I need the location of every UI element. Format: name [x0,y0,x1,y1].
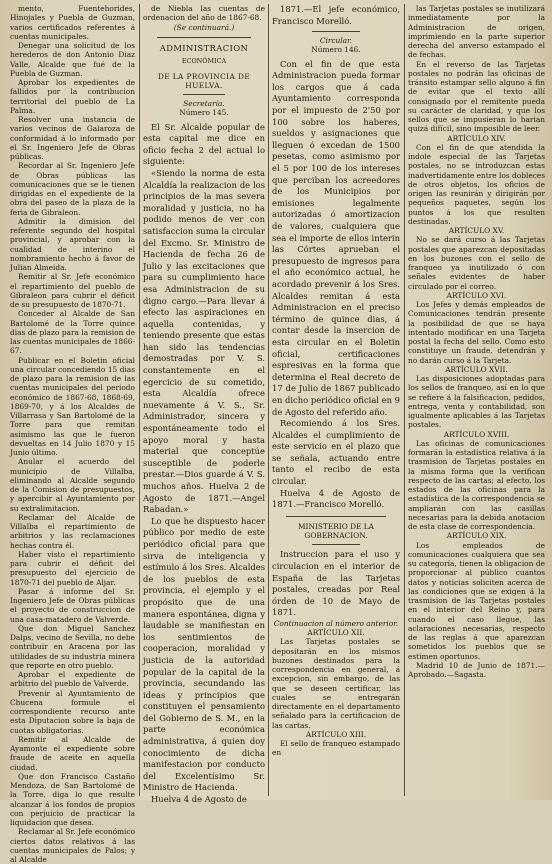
divider [312,544,360,545]
article-text: Las Tarjetas postales se depositarán en los mismos buzones destinados para la correspondencia en general, á excepcion, sin embargo, de las que se deseen certificar, las cuales se entregarán directamente en el departamento señalado para la certificacion de las cartas. [272,637,400,730]
column-1 [10,4,135,864]
paragraph: Reclamar al Sr. Jefe económico ciertos datos relativos á las cuentas municipales de Palos; y al Alcalde [10,827,135,864]
continuation-note: Continuacion al número anterior. [273,618,399,628]
paragraph: En el reverso de las Tarjetas postales no podrán las oficinas de tránsito estampar sello alguno á fin de evitar que el texto allí consignado por el remitente pueda su carácter de claridad, y que los sellos que se impusieran lo harian quizá difícil, sino imposible de leer. [408,59,545,134]
paragraph: Recordar al Sr. Ingeniero Jefe de Obras públicas las comunicaciones que se le tienen dirigidas en el expediente de la obra del paseo de la plaza de la feria de Gibraleon. [10,161,135,217]
article-heading: ARTÍCULO XIX. [446,531,507,541]
paragraph: Que don Francisco Castaño Mendoza, de San Bartolomé de la Torre, diga lo que resulte alcanzar á los fondos de propios con perjuicio de practicar la liquidacion que desea. [10,771,135,827]
article-text: El sello de franqueo estampado en [272,739,400,758]
paragraph: las Tarjetas postales se inutilizará inmediatamente por la Administracion de origen, imprimiendo en la parte superior derecha del anverso estampado el de fechas. [408,4,545,60]
section-header: ADMINISTRACION [159,42,249,53]
article-text: No se dará curso á las Tarjetas postales que aparezcan depositadas en los buzones con el sello de franqueo ya inutilizado ó con señales evidentes de haber circulado por el correo. [408,235,545,291]
column-4 [408,4,545,796]
paragraph: Resolver una instancia de varios vecinos de Galaroza de conformidad á lo informado por el Sr. Ingeniero Jefe de Obras públicas. [10,115,135,161]
paragraph: Aprobar los expedientes de fallidos por la contribucion territorial del pueblo de La Palma. [10,78,135,115]
article-text: Los Jefes y demás empleados de Comunicaciones tendrán presente la posibilidad de que se haya intentado modificar en una Tarjeta postal la fecha del sello. Como esto constituye un fraude, detendrán y no darán curso á la Tarjeta. [408,300,545,365]
article-text: Con el fin de que atendida la índole especial de las Tarjetas postales, no se introduzcan estas inadvertidamente entre los dobleces de otros objetos, los oficios de origen las reunirán y dirigirán por pequeños paquetes, según los puntos á los que resulten destinadas. [408,142,545,226]
paragraph: Huelva 4 de Agosto de [151,794,247,805]
section-header-province: DE LA PROVINCIA DE HUELVA. [157,71,251,90]
paragraph: de Niebla las cuentas de ordenacion del año de 1867-68. [143,4,265,23]
paragraph: Reclamar del Alcalde de Villalba el repartimiento de arbitrios y las reclamaciones hechas contra él. [10,512,135,550]
document-number: Número 146. [311,45,361,55]
paragraph: Lo que he dispuesto hacer público por medio de este periódico oficial para que sirva de inteligencia y estímulo á los Sres. Alcaldes de los pueblos de esta provincia, el ejemplo y el propósito que de una manera espontánea, digna y laudable se manifiestan en los sentimientos de cooperacion, moralidad y justicia de la autoridad popular de la capital de la provincia, secundando las ideas y principios que constituyen el pensamiento del Gobierno de S. M., en la parte económica administrativa, á quien doy conocimiento de dicha manifestacion por conducto del Excelentísimo Sr. Ministro de Hacienda. [143,515,265,793]
section-subheader: ECONÓMICA [181,57,227,66]
paragraph: Publicar en el Boletin oficial una circular concediendo 15 dias de plazo para la remision de las cuentas municipales del periodo económico de 1867-68, 1868-69, 1869-70, y á los Alcaldes de Villarrasa y San Bartolomé de la Torre para que remitan asimismo las que le fueron devueltas en 14 Julio 1870 y 15 Junio último. [10,355,135,457]
column-2 [143,4,265,805]
paragraph: Que don Miguel Sanchez Dalps, vecino de Sevilla, no debe contribuir en Aracena por las utilidades de su industria minera que reporte en otro pueblo. [10,623,135,670]
paragraph: Prevenir al Ayuntamiento de Chucena formule el correspondiente recurso ante esta Diputacion sobre la baja de cuotas obligatorias. [10,688,135,735]
article-text: Las oficinas de comunicaciones formarán la estadística relativa á la trasmision de Tarjetas postales en la misma forma que la verifican respecto de las cartas; al efecto, los estados de las oficinas para la estadística de la correspondencia se ampliarán con las casillas necesarias para la debida anotacion de esta clase de correspondencia. [408,438,545,531]
divider [183,94,225,95]
article-heading: ARTÍCULO XV. [448,226,505,235]
divider [157,37,251,38]
paragraph: mento, Fuentehorides, Hinojales y Puebla de Guzman, varios certificados referentes á cuentas municipales. [10,4,135,41]
paragraph: «Siendo la norma de esta Alcaldía la realizacion de los principios de la mas severa moralidad y justicia, no ha podido menos de ver con satisfaccion suma la circular del Excmo. Sr. Ministro de Hacienda de fecha 26 de Julio y las excitaciones que para su cumplimiento hace esa Administracion de su digno cargo.—Para llevar á efecto las aspiraciones en aquella contenidas, y teniendo presente que estas han sido las tendencias demostradas por V. S. constantemente en el egercicio de su cometido, esta Alcaldía ofrece nuevamente á V. S., Sr. Administrador, sincera y espontáneamente todo el apoyo moral y hasta material que conceptúe susceptible de poderle prestar.—Dios guarde á V. S. muchos años. Huelva 2 de Agosto de 1871.—Angel Rabadan.» [143,167,265,515]
paragraph: Recomiendo á los Sres. Alcaldes el cumplimiento de este servicio en el plazo que se señala, actuando entre tanto el recibo de esta circular. [272,418,400,487]
paragraph: Denegar una solicitud de los herederos de don Antonio Diaz Valle, Alcalde que fué de la Puebla de Guzman. [10,41,135,78]
divider [286,516,386,517]
paragraph: Haber visto el repartimiento para cubrir el déficit del presupuesto del ejercicio de 1870-71 del pueblo de Aljar. [10,549,135,587]
signature: 1871.—El jefe económico, Francisco Morelló. [272,4,400,26]
ministry-header: MINISTERIO DE LA GOBERNACION. [297,521,375,541]
signature: Huelva 4 de Agosto de 1871.—Francisco Morelló. [272,487,400,510]
paragraph: Pasar á informe del Sr. Ingeniero Jefe de Obras públicas el proyecto de construccion de una casa-matadero de Valverde. [10,586,135,624]
article-heading: ARTÍCULO XIII. [305,729,367,739]
paragraph: Aprobar el expediente de arbitrio del pueblo de Valverde. [10,670,135,689]
divider [312,31,360,32]
document-number: Número 145. [179,108,229,118]
article-heading: ARTÍCULO XVI. [446,290,507,300]
paragraph: Admitir la dimision del referente segundo del hospital provincial, y aprobar con la cualidad de interino el nombramiento hecho á favor de Julian Almeida. [10,216,135,272]
section-title: Secretaría. [183,99,225,109]
paragraph: Remitir al Sr. Jefe económico el repartimiento del pueblo de Gibraleon para cubrir el déficit de su presupuesto de 1870-71. [10,272,135,309]
article-heading: ARTÍCULO XIV. [447,133,506,143]
paragraph: Anular el acuerdo del municipio de Villalba, eliminando al Alcalde segundo de la Comision de presupuestos, y apercibir al Ayuntamiento por su extralimitacion. [10,457,135,513]
column-3 [272,4,400,796]
paragraph: El Sr. Alcalde popular de esta capital me dice en oficio fecha 2 del actual lo siguiente: [143,121,265,167]
paragraph: Con el fin de que esta Administracion pueda formar los cargos que á cada Ayuntamiento corresponda por el impuesto de 2'50 por 100 sobre los haberes, sueldos y asignaciones que lleguen ó excedan de 1500 pesetas, como asimismo por el 5 por 100 de los intereses que perciban los acreedores de los Municipios por emisiones legalmente autorizadas ó amortizacion de valores, cualquiera que sea el importe de ellos interin las Córtes aprueban el presupuesto de ingresos para el año económico actual, he acordado prevenir á los Sres. Alcaldes remitan á esta Administracion en el preciso término de quince dias, á contar desde la insercion de esta circular en el Boletin oficial, certificaciones espresivas en la forma que determina el Real decreto de 17 de Julio de 1867 publicado en dicho periódico oficial en 9 de Agosto del referido año. [272,58,400,417]
column-rule [139,4,140,796]
continued-note: (Se continuará.) [173,22,235,32]
article-text: Los empleados de comunicaciones cualquiera que sea su categoría, tienen la obligacion de proporcionar al público cuantos datos y noticias soliciten acerca de las condiciones que se exigen á la trasmision de las Tarjetas postales en el interior del Reino y, para cuando el caso llegue, las aclaraciones necesarias, respecto de las reglas á que aparezcan sometidos los pueblos que se estimen oportunos. [408,540,545,661]
paragraph: Remitir al Alcalde de Ayamonte el expediente sobre fraude de aceite en aquella ciudad. [10,734,135,772]
column-rule [268,4,269,796]
paragraph: Conceder al Alcalde de San Bartolomé de la Torre quince dias de plazo para la remision de las cuentas municipales de 1866-67. [10,309,135,356]
article-text: Las disposiciones adoptadas para los sellos de franqueo, así en lo que se refiere á la falsificacion, pedidos, entrega, venta y contabilidad, son igualmente aplicables á las Tarjetas postales. [408,374,545,430]
article-heading: ARTÍCULO XVII. [445,364,508,374]
article-heading: ARTÍCULO XVIII. [443,429,510,439]
column-rule [404,4,405,796]
section-title: Circular. [319,36,353,46]
article-heading: ARTÍCULO XII. [307,628,365,638]
document-title: Instruccion para el uso y circulacion en el interior de España de las Tarjetas postales, creadas por Real órden de 10 de Mayo de 1871. [272,549,400,618]
signature: Madrid 10 de Junio de 1871.—Aprobado.—Sagasta. [408,660,545,679]
